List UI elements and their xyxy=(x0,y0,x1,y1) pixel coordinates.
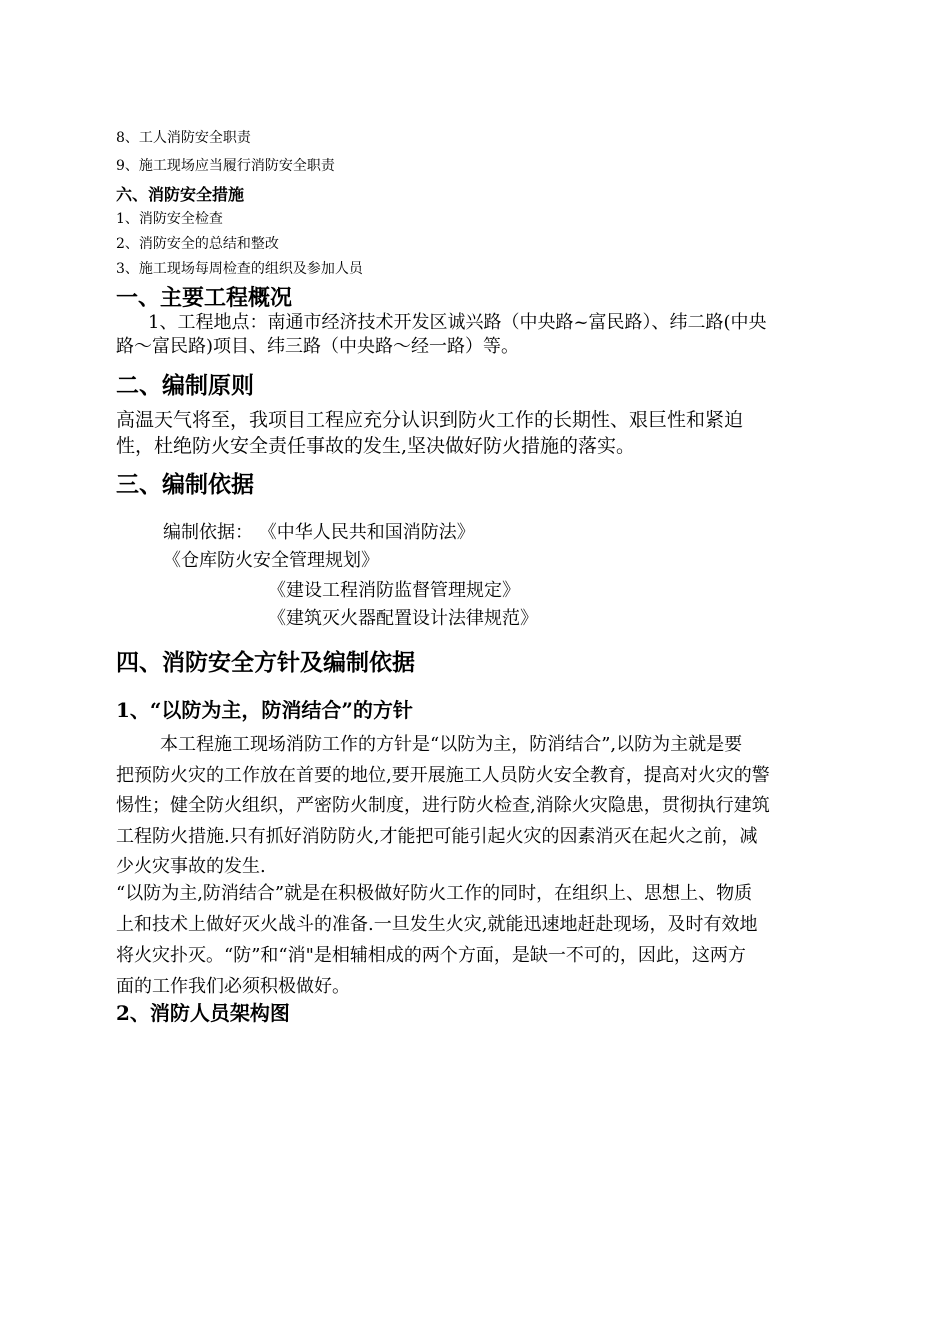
paragraph-1-line-5: 少火灾事故的发生. xyxy=(116,856,266,877)
toc-sub-2: 2、消防安全的总结和整改 xyxy=(116,236,279,252)
toc-sub-1: 1、消防安全检查 xyxy=(116,211,223,227)
section-3-heading: 三、编制依据 xyxy=(116,471,254,498)
basis-line-2: 《仓库防火安全管理规划》 xyxy=(163,550,379,571)
paragraph-1-line-4: 工程防火措施.只有抓好消防防火,才能把可能引起火灾的因素消灭在起火之前，减 xyxy=(116,825,758,847)
toc-sub-3: 3、施工现场每周检查的组织及参加人员 xyxy=(116,261,363,277)
basis-line-4: 《建筑灭火器配置设计法律规范》 xyxy=(268,608,538,629)
toc-section-6: 六、消防安全措施 xyxy=(116,185,245,204)
section-4-paragraph-2 xyxy=(116,878,822,1002)
section-4-heading: 四、消防安全方针及编制依据 xyxy=(116,649,415,676)
paragraph-1-line-3: 惕性；健全防火组织，严密防火制度，进行防火检查,消除火灾隐患，贯彻执行建筑 xyxy=(116,795,770,816)
section-1-line-2: 路～富民路)项目、纬三路（中央路～经一路）等。 xyxy=(116,336,520,357)
section-1-heading: 一、主要工程概况 xyxy=(116,285,293,311)
toc-item-9: 9、施工现场应当履行消防安全职责 xyxy=(116,158,335,174)
section-1-line-1: 1、工程地点：南通市经济技术开发区诚兴路（中央路~富民路）、纬二路(中央 xyxy=(148,312,767,333)
paragraph-2-line-2: 上和技术上做好灭火战斗的准备.一旦发生火灾,就能迅速地赶赴现场，及时有效地 xyxy=(116,914,758,935)
basis-line-1: 编制依据： 《中华人民共和国消防法》 xyxy=(163,522,475,543)
paragraph-1-line-1: 本工程施工现场消防工作的方针是“以防为主，防消结合”,以防为主就是要 xyxy=(160,734,743,755)
toc-item-8: 8、工人消防安全职责 xyxy=(116,130,251,146)
section-2-line-1: 高温天气将至，我项目工程应充分认识到防火工作的长期性、艰巨性和紧迫 xyxy=(116,409,744,431)
section-2-heading: 二、编制原则 xyxy=(116,372,254,399)
paragraph-2-line-1: “以防为主,防消结合”就是在积极做好防火工作的同时，在组织上、思想上、物质 xyxy=(116,883,753,904)
paragraph-2-line-4: 面的工作我们必须积极做好。 xyxy=(116,976,350,997)
basis-line-3: 《建设工程消防监督管理规定》 xyxy=(268,580,520,601)
section-2-line-2: 性，杜绝防火安全责任事故的发生,坚决做好防火措施的落实。 xyxy=(116,435,636,457)
paragraph-1-line-2: 把预防火灾的工作放在首要的地位,要开展施工人员防火安全教育，提高对火灾的警 xyxy=(116,764,770,786)
section-4-paragraph-1 xyxy=(116,730,822,883)
section-4-sub-1-heading: 1、“以防为主，防消结合”的方针 xyxy=(116,698,413,722)
paragraph-2-line-3: 将火灾扑灭。“防”和“消"是相辅相成的两个方面，是缺一不可的，因此，这两方 xyxy=(116,945,746,966)
section-4-sub-2-heading: 2、消防人员架构图 xyxy=(116,1001,290,1025)
